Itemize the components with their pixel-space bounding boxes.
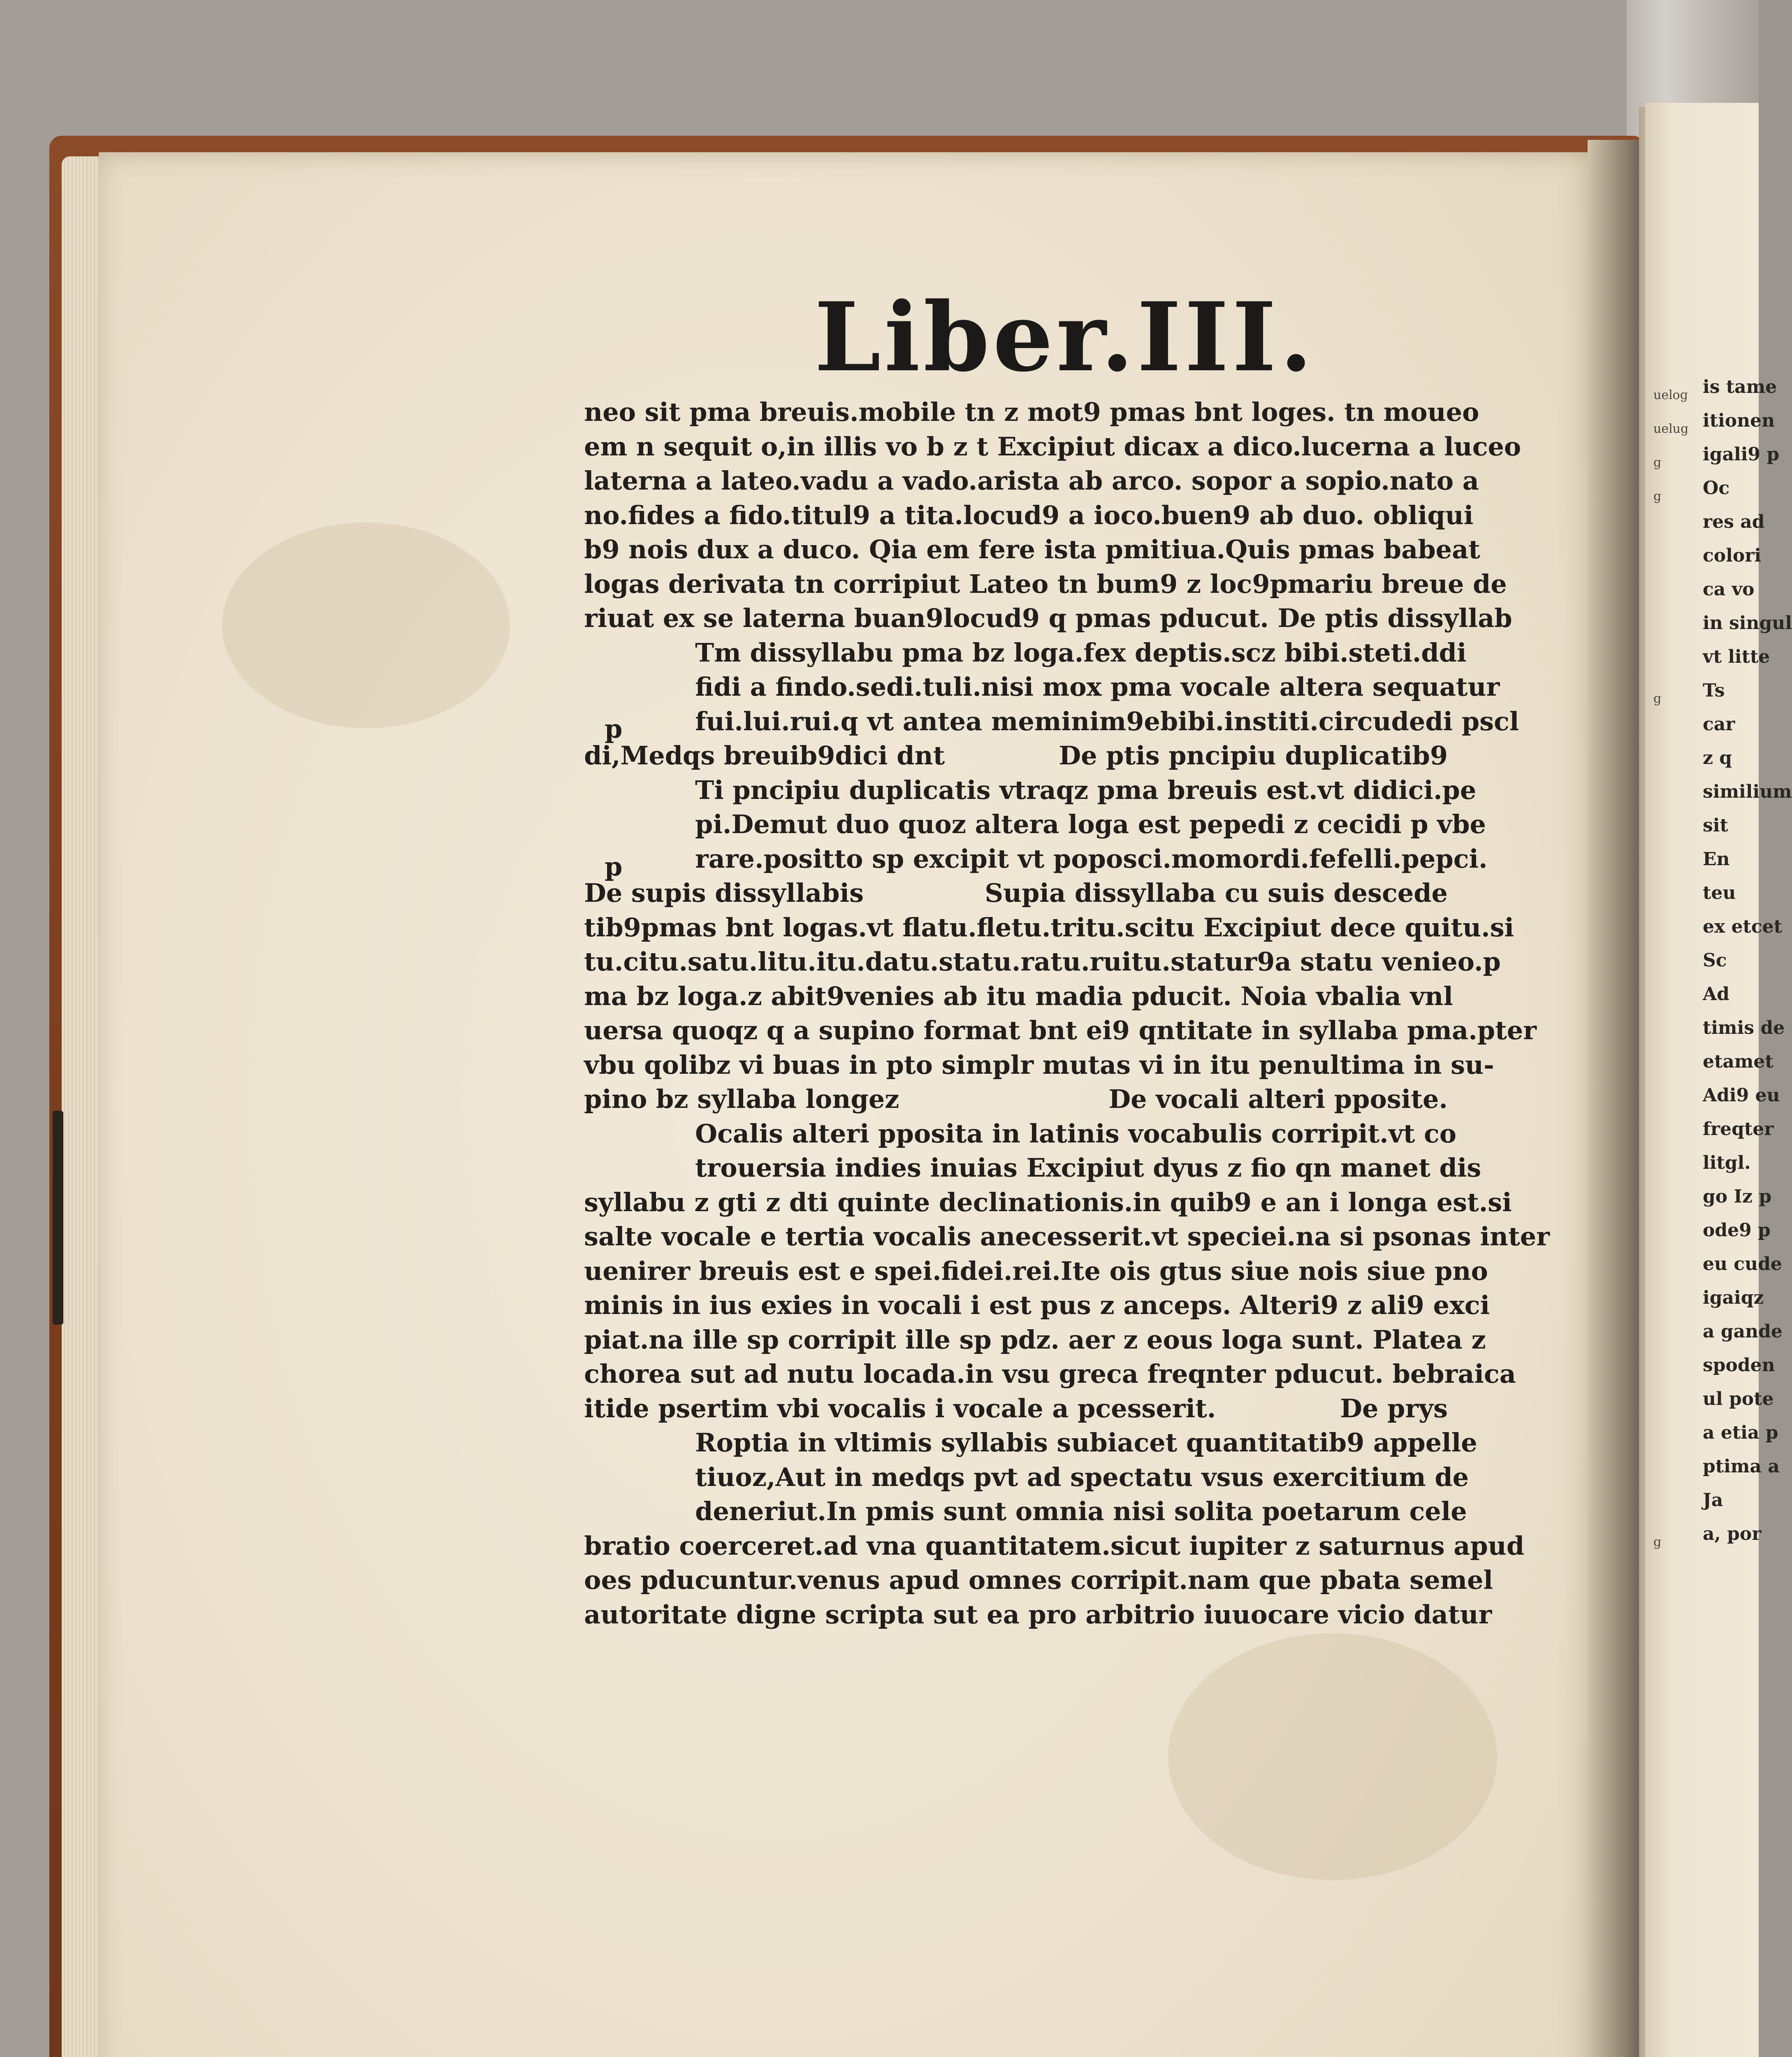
facing-text-line: Adi9 eu (1703, 1085, 1780, 1106)
facing-text-line: a etia p (1703, 1422, 1778, 1443)
section-rubric: De ptis pncipiu duplicatib9 (1059, 741, 1448, 771)
facing-text-line: timis de (1703, 1017, 1785, 1038)
text-line: trouersia indies inuias Excipiut dyus z fio qn manet dis (695, 1153, 1481, 1183)
facing-text-line: spoden (1703, 1355, 1775, 1376)
facing-text-line: ul pote (1703, 1388, 1774, 1409)
text-line: b9 nois dux a duco. Qia em fere ista pmitiua.Quis pmas babeat (584, 534, 1480, 564)
text-line: ma bz loga.z abit9venies ab itu madia pducit. Noia vbalia vnl (584, 981, 1453, 1011)
text-line: oes pducuntur.venus apud omnes corripit.nam que pbata semel (584, 1565, 1493, 1595)
facing-text-line: vt litte (1703, 646, 1770, 667)
text-line: autoritate digne scripta sut ea pro arbitrio iuuocare vicio datur (584, 1599, 1492, 1630)
facing-margin-line (1653, 1188, 1686, 1222)
paper-stain (222, 522, 510, 728)
facing-text-line: ex etcet (1703, 916, 1782, 937)
text-line: deneriut.In pmis sunt omnia nisi solita poetarum cele (695, 1496, 1467, 1526)
facing-margin-line (1653, 986, 1686, 1019)
facing-margin-line (1653, 851, 1686, 885)
section-rubric: De vocali alteri pposite. (1108, 1084, 1448, 1114)
facing-margin-line (1653, 1087, 1686, 1121)
facing-text-line: go Iz p (1703, 1186, 1772, 1207)
facing-margin-line (1653, 1458, 1686, 1492)
text-line: tib9pmas bnt logas.vt flatu.fletu.tritu.scitu Excipiut dece quitu.si (584, 912, 1514, 943)
facing-margin-line: g (1653, 692, 1662, 706)
facing-margin-line (1653, 1323, 1686, 1357)
facing-text-line: ode9 p (1703, 1220, 1771, 1241)
text-line: Tm dissyllabu pma bz loga.fex deptis.scz bibi.steti.ddi (695, 637, 1467, 668)
facing-margin-line (1653, 1019, 1686, 1053)
facing-text-line: z q (1703, 748, 1732, 768)
facing-text-line: teu (1703, 882, 1736, 903)
facing-text-line: Ja (1703, 1490, 1723, 1511)
facing-text-line: igaiqz (1703, 1287, 1764, 1308)
text-line-left: di,Medqs breuib9dici dnt (584, 741, 945, 771)
facing-margin-line: g (1653, 455, 1662, 470)
facing-text-line: a, por (1703, 1523, 1762, 1544)
text-line: pi.Demut duo quoz altera loga est pepedi z cecidi p vbe (695, 809, 1486, 839)
text-line: uenirer breuis est e spei.fidei.rei.Ite ois gtus siue nois siue pno (584, 1256, 1488, 1286)
facing-text-line: similium (1703, 781, 1792, 802)
text-line: em n sequit o,in illis vo b z t Excipiut dicax a dico.lucerna a luceo (584, 431, 1521, 462)
facing-margin-line: uelug (1653, 422, 1689, 436)
facing-margin-line (1653, 918, 1686, 952)
section-rubric: Supia dissyllaba cu suis descede (985, 878, 1448, 908)
text-line: riuat ex se laterna buan9locud9 q pmas pducut. De ptis dissyllab (584, 603, 1512, 633)
text-line: minis in ius exies in vocali i est pus z anceps. Alteri9 z ali9 exci (584, 1290, 1490, 1320)
margin-note: p (605, 852, 623, 882)
facing-margin-line (1653, 547, 1686, 581)
facing-margin-line (1653, 1357, 1686, 1391)
facing-margin-line (1653, 952, 1686, 986)
facing-text-line: En (1703, 849, 1730, 870)
text-line: laterna a lateo.vadu a vado.arista ab arco. sopor a sopio.nato a (584, 466, 1479, 496)
facing-margin-line (1653, 885, 1686, 918)
text-block (584, 395, 1550, 1632)
facing-margin-line (1653, 1492, 1686, 1525)
facing-text-line: Sc (1703, 950, 1727, 971)
facing-margin-line (1653, 615, 1686, 648)
facing-margin-line: g (1653, 1535, 1662, 1549)
paper-stain (1168, 1633, 1497, 1880)
text-line (584, 738, 1448, 773)
facing-margin-line (1653, 750, 1686, 783)
facing-margin-line: uelog (1653, 388, 1688, 402)
facing-text-line: ca vo (1703, 579, 1755, 600)
facing-margin-line: g (1653, 489, 1662, 504)
text-line: tiuoz,Aut in medqs pvt ad spectatu vsus exercitium de (695, 1462, 1469, 1492)
facing-margin-line (1653, 1154, 1686, 1188)
facing-margin-line (1653, 1424, 1686, 1458)
text-line: neo sit pma breuis.mobile tn z mot9 pmas bnt loges. tn moueo (584, 397, 1479, 427)
facing-margin-line (1653, 716, 1686, 750)
text-line: syllabu z gti z dti quinte declinationis.in quib9 e an i longa est.si (584, 1187, 1512, 1217)
text-line (584, 876, 1448, 910)
text-line: rare.positto sp excipit vt poposci.momordi.fefelli.pepci. (695, 843, 1488, 874)
facing-text-line: in singul (1703, 613, 1792, 634)
text-line: salte vocale e tertia vocalis anecesserit.vt speciei.na si psonas inter (584, 1221, 1550, 1251)
facing-text-line: Ts (1703, 680, 1725, 701)
text-line: bratio coerceret.ad vna quantitatem.sicut iupiter z saturnus apud (584, 1530, 1525, 1561)
facing-margin-line (1653, 1121, 1686, 1154)
facing-margin-line (1653, 648, 1686, 682)
margin-note: p (605, 714, 623, 744)
facing-margin-line (1653, 1222, 1686, 1256)
text-line: fidi a findo.sedi.tuli.nisi mox pma vocale altera sequatur (695, 672, 1500, 702)
page-heading: Liber.III. (814, 282, 1316, 393)
text-line: vbu qolibz vi buas in pto simplr mutas vi in itu penultima in su- (584, 1049, 1494, 1080)
facing-text-line: sit (1703, 815, 1728, 836)
text-line: chorea sut ad nutu locada.in vsu greca freqnter pducut. bebraica (584, 1359, 1516, 1389)
facing-text-line: Oc (1703, 478, 1730, 499)
facing-text-line: eu cude (1703, 1254, 1782, 1275)
facing-text-line: res ad (1703, 511, 1765, 532)
facing-text-line: is tame (1703, 376, 1777, 397)
facing-margin-line (1653, 513, 1686, 547)
text-line-left: pino bz syllaba longez (584, 1084, 899, 1114)
facing-page-text (1703, 370, 1792, 1551)
text-line (584, 1391, 1448, 1426)
text-line: fui.lui.rui.q vt antea meminim9ebibi.institi.circudedi pscl (695, 706, 1519, 736)
facing-margin-line (1653, 783, 1686, 817)
text-line: piat.na ille sp corripit ille sp pdz. aer z eous loga sunt. Platea z (584, 1324, 1486, 1355)
text-line: tu.citu.satu.litu.itu.datu.statu.ratu.ruitu.statur9a statu venieo.p (584, 947, 1501, 977)
facing-text-line: igali9 p (1703, 444, 1780, 465)
text-line-left: itide psertim vbi vocalis i vocale a pcesserit. (584, 1393, 1216, 1423)
text-line: Ocalis alteri pposita in latinis vocabulis corripit.vt co (695, 1118, 1457, 1149)
facing-margin-line (1653, 817, 1686, 851)
text-line: Ti pncipiu duplicatis vtraqz pma breuis est.vt didici.pe (695, 775, 1477, 805)
facing-page-margin (1653, 378, 1689, 1559)
facing-text-line: litgl. (1703, 1152, 1751, 1173)
facing-text-line: ptima a (1703, 1456, 1780, 1477)
section-rubric: De prys (1340, 1393, 1448, 1423)
facing-text-line: itionen (1703, 410, 1775, 431)
text-line: Roptia in vltimis syllabis subiacet quantitatib9 appelle (695, 1428, 1477, 1458)
facing-margin-line (1653, 581, 1686, 615)
text-line: no.fides a fido.titul9 a tita.locud9 a ioco.buen9 ab duo. obliqui (584, 500, 1474, 530)
text-line-left: De supis dissyllabis (584, 878, 864, 908)
clasp-mark (53, 1111, 63, 1325)
facing-margin-line (1653, 1289, 1686, 1323)
facing-text-line: freqter (1703, 1119, 1774, 1140)
text-line: logas derivata tn corripiut Lateo tn bum9 z loc9pmariu breue de (584, 569, 1507, 599)
facing-text-line: colori (1703, 545, 1762, 566)
facing-margin-line (1653, 1256, 1686, 1289)
facing-margin-line (1653, 1053, 1686, 1087)
text-line (584, 1082, 1448, 1117)
text-line: uersa quoqz q a supino format bnt ei9 qntitate in syllaba pma.pter (584, 1015, 1537, 1045)
facing-text-line: Ad (1703, 984, 1729, 1005)
facing-margin-line (1653, 1391, 1686, 1424)
facing-text-line: car (1703, 714, 1735, 735)
facing-text-line: etamet (1703, 1051, 1773, 1072)
facing-text-line: a gande (1703, 1321, 1783, 1342)
